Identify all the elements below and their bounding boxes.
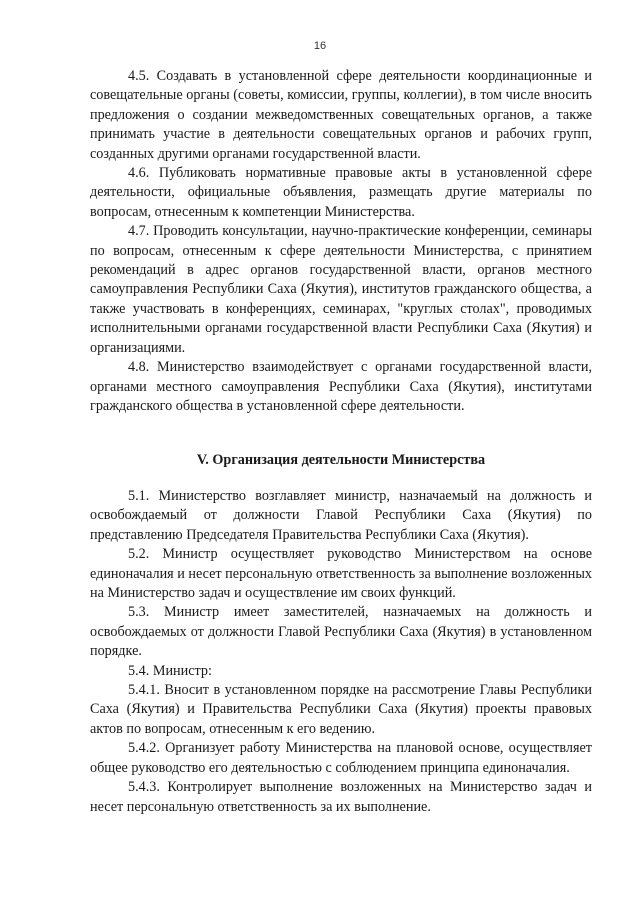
paragraph-5-4-1: 5.4.1. Вносит в установленном порядке на рассмотрение Главы Республики Саха (Якутия) и Правительства Республики Саха (Якутия) проекты правовых актов по вопросам, отнесенным к его ведению. [90,682,592,737]
page-number: 16 [313,40,327,52]
paragraph-4-5: 4.5. Создавать в установленной сфере деятельности координационные и совещательные органы (советы, комиссии, группы, коллегии), в том числе вносить предложения о создании межведомственных совещательных органов, а также принимать участие в деятельности совещательных органов и рабочих групп, созданных другими органами государственной власти. [90,68,592,162]
paragraph-4-6: 4.6. Публиковать нормативные правовые акты в установленной сфере деятельности, официальные объявления, размещать другие материалы по вопросам, отнесенным к компетенции Министерства. [90,165,592,220]
section-5-body [90,487,592,817]
paragraph-5-1: 5.1. Министерство возглавляет министр, назначаемый на должность и освобождаемый от должности Главой Республики Саха (Якутия) по представлению Председателя Правительства Республики Саха (Якутия). [90,488,592,543]
paragraph-4-8: 4.8. Министерство взаимодействует с органами государственной власти, органами местного самоуправления Республики Саха (Якутия), институтами гражданского общества в установленной сфере деятельности. [90,359,592,414]
paragraph-4-7: 4.7. Проводить консультации, научно-практические конференции, семинары по вопросам, отнесенным к сфере деятельности Министерства, с принятием рекомендаций в адрес органов государственной власти, органов местного самоуправления Республики Саха (Якутия), институтов гражданского общества, а также участвовать в конференциях, семинарах, "круглых столах", проводимых исполнительными органами государственной власти Республики Саха (Якутия) и организациями. [90,223,592,356]
paragraph-5-4-3: 5.4.3. Контролирует выполнение возложенных на Министерство задач и несет персональную ответственность за их выполнение. [90,779,592,815]
paragraph-5-4-2: 5.4.2. Организует работу Министерства на плановой основе, осуществляет общее руководство его деятельностью с соблюдением принципа единоначалия. [90,740,592,776]
paragraph-5-4: 5.4. Министр: [128,662,212,679]
section-4-continued [90,67,592,416]
section-5-heading: V. Организация деятельности Министерства [196,452,486,468]
paragraph-5-3: 5.3. Министр имеет заместителей, назначаемых на должность и освобождаемых от должности Главой Республики Саха (Якутия) в установленном порядке. [90,604,592,660]
paragraph-5-2: 5.2. Министр осуществляет руководство Министерством на основе единоначалия и несет персональную ответственность за выполнение возложенных на Министерство задач и осуществление им своих функций. [90,546,592,602]
